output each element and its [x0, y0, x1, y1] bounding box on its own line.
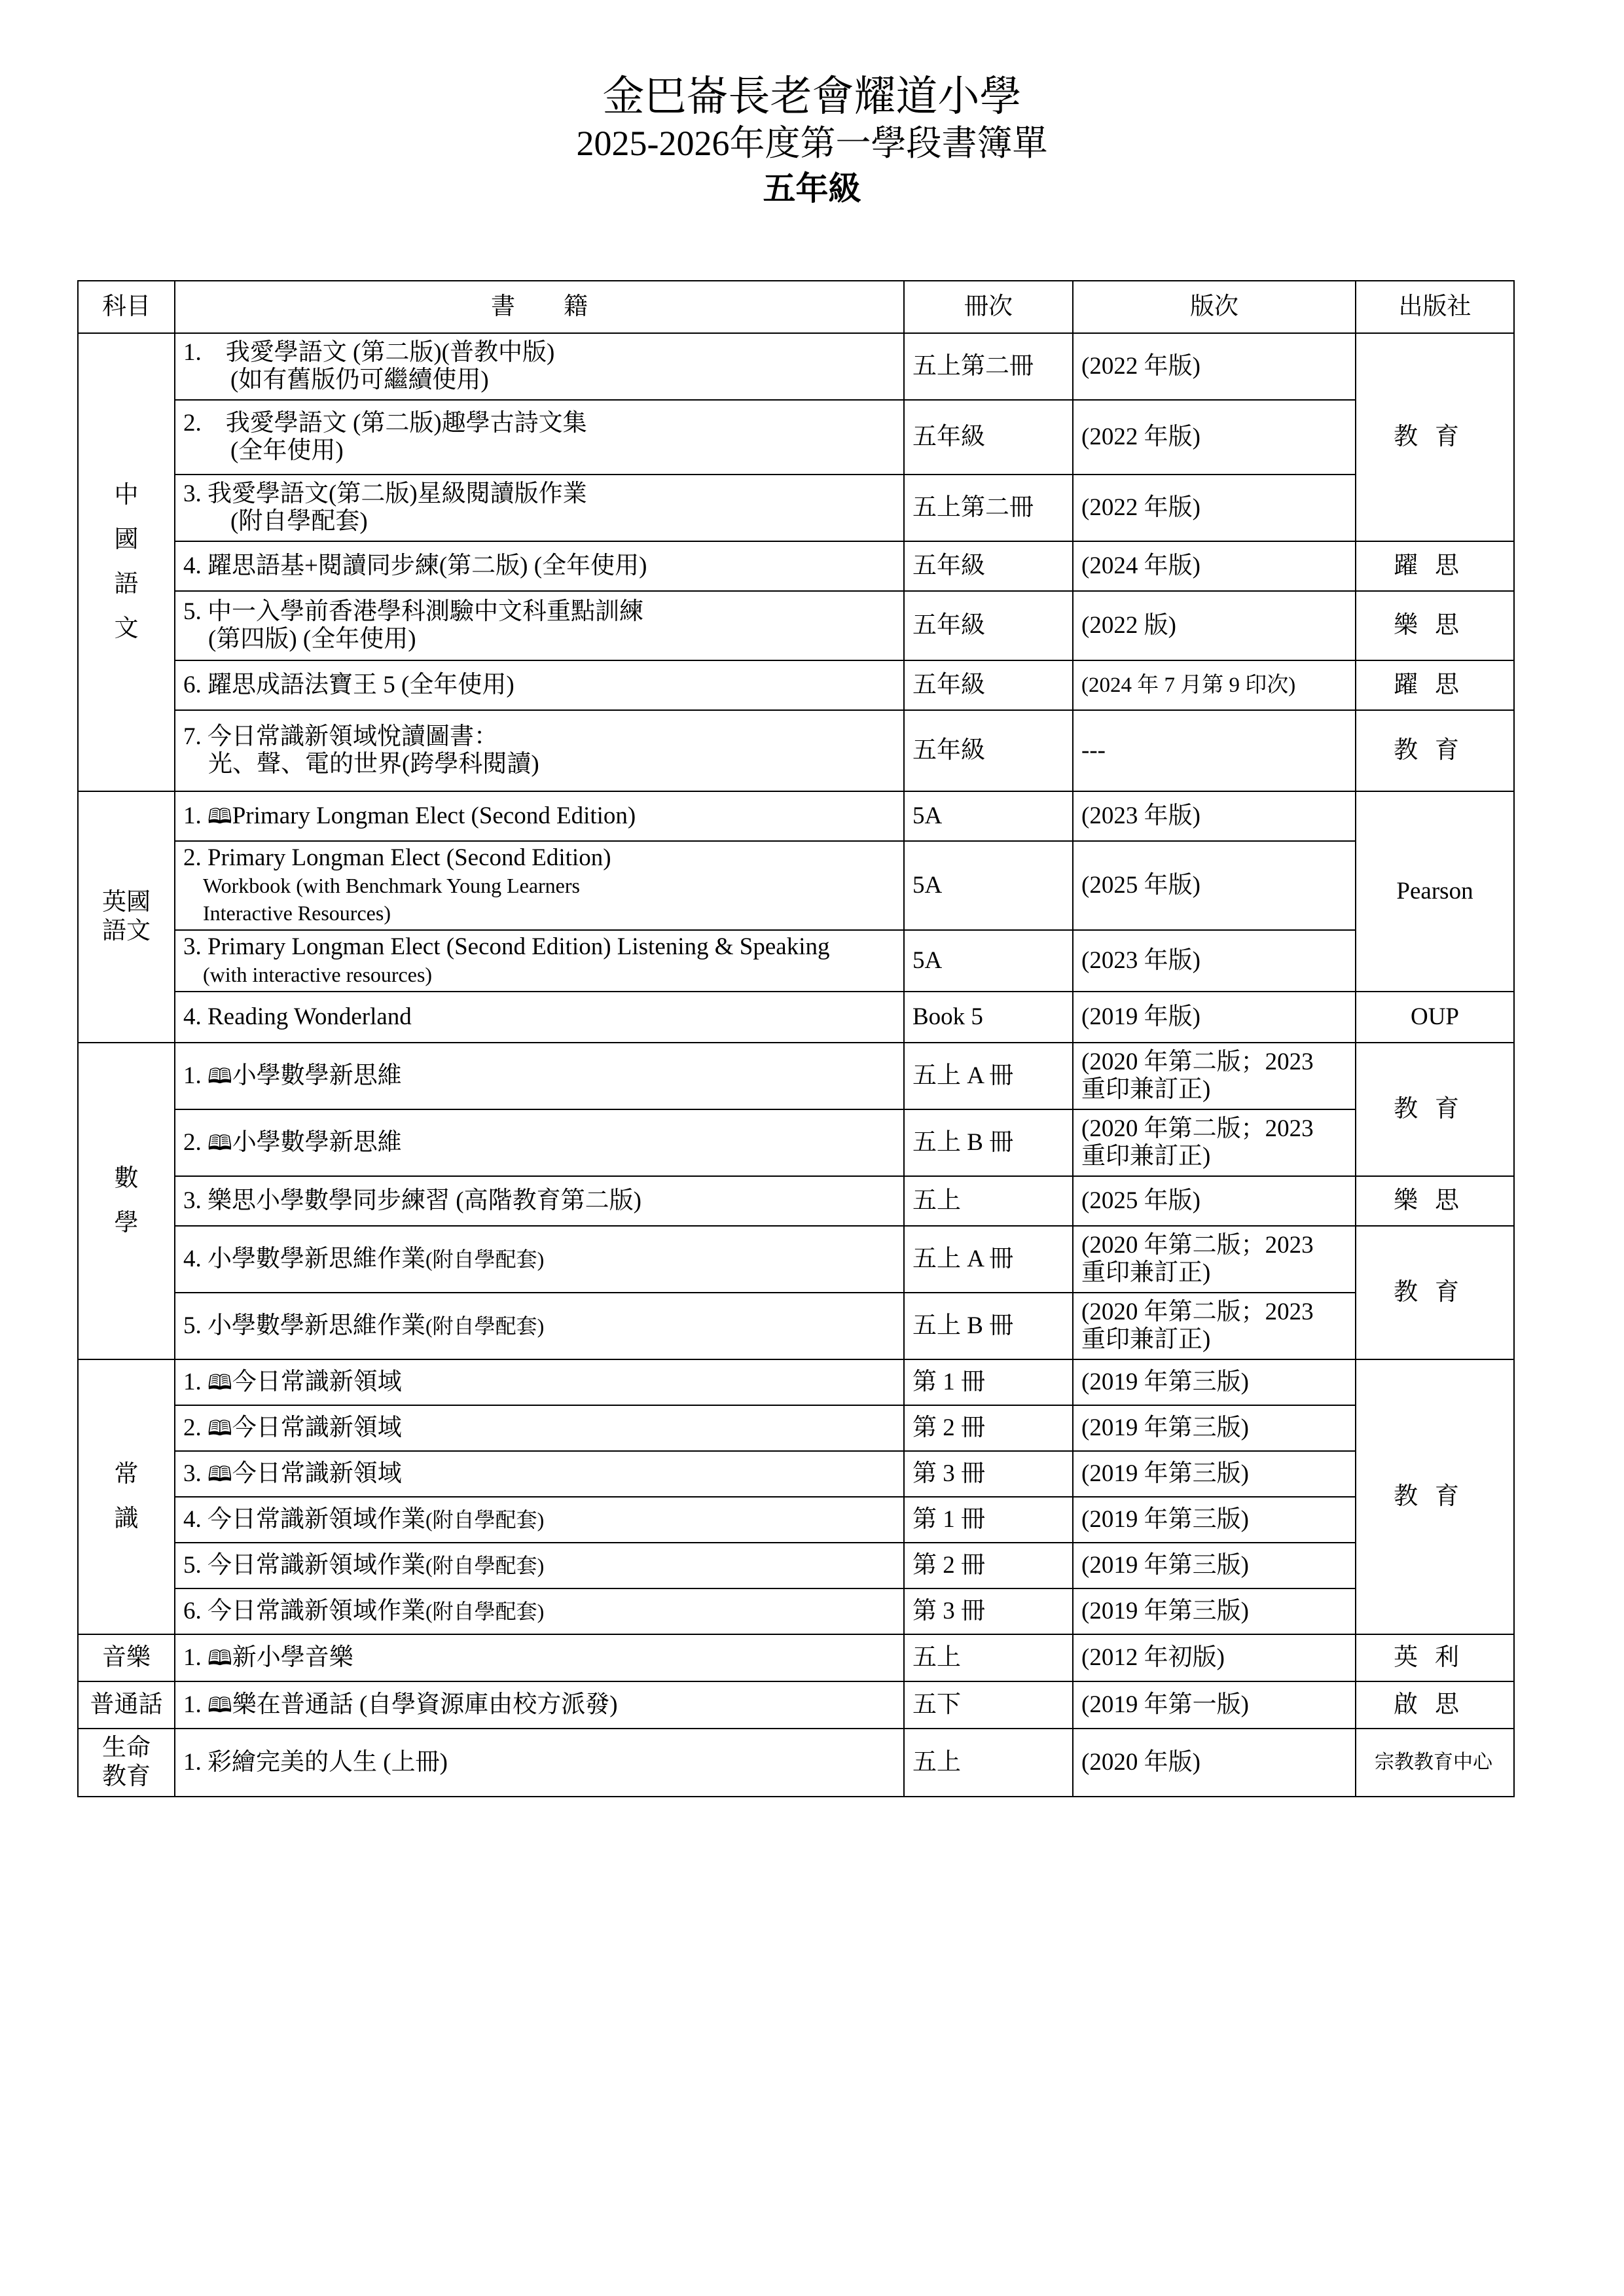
table-row — [78, 841, 1514, 930]
table-row — [78, 1588, 1514, 1634]
book-title: 5. 中一入學前香港學科測驗中文科重點訓練 (第四版) (全年使用) — [175, 591, 904, 660]
book-title: 7. 今日常識新領域悅讀圖書： 光、聲、電的世界(跨學科閱讀) — [175, 710, 904, 791]
table-row — [78, 1109, 1514, 1176]
volume: 五上 — [904, 1176, 1073, 1226]
edition: (2020 年第二版；2023 重印兼訂正) — [1073, 1226, 1356, 1293]
table-row — [78, 1451, 1514, 1497]
col-publisher: 出版社 — [1356, 281, 1514, 333]
edition: (2019 年第三版) — [1073, 1451, 1356, 1497]
table-row — [78, 1729, 1514, 1797]
book-title: 2. 🕮今日常識新領域 — [175, 1405, 904, 1451]
school-name: 金巴崙長老會耀道小學 — [602, 73, 1022, 121]
book-title: 3. 我愛學語文(第二版)星級閱讀版作業 (附自學配套) — [175, 475, 904, 541]
col-subject: 科目 — [78, 281, 175, 333]
volume: 五上 — [904, 1634, 1073, 1681]
book-title: 2. 我愛學語文 (第二版)趣學古詩文集 (全年使用) — [175, 400, 904, 475]
publisher: OUP — [1356, 992, 1514, 1043]
open-book-icon: 🕮 — [208, 1416, 232, 1441]
publisher: 教育 — [1356, 1226, 1514, 1359]
table-row — [78, 660, 1514, 710]
edition: (2019 年第一版) — [1073, 1681, 1356, 1729]
subject-chinese: 中國語文 — [78, 333, 175, 791]
book-title: 5. 今日常識新領域作業(附自學配套) — [175, 1543, 904, 1588]
subject-music: 音樂 — [78, 1634, 175, 1681]
publisher: 教育 — [1356, 710, 1514, 791]
book-title: 3. 樂思小學數學同步練習 (高階教育第二版) — [175, 1176, 904, 1226]
table-row — [78, 1293, 1514, 1359]
edition: (2024 年版) — [1073, 541, 1356, 591]
volume: 五年級 — [904, 591, 1073, 660]
edition: (2022 年版) — [1073, 400, 1356, 475]
publisher: 躍思 — [1356, 541, 1514, 591]
edition: (2019 年版) — [1073, 992, 1356, 1043]
publisher: 樂思 — [1356, 591, 1514, 660]
subject-gs: 常識 — [78, 1359, 175, 1634]
book-title: 6. 今日常識新領域作業(附自學配套) — [175, 1588, 904, 1634]
volume: 第 3 冊 — [904, 1588, 1073, 1634]
edition: (2019 年第三版) — [1073, 1359, 1356, 1405]
book-title: 4. Reading Wonderland — [175, 992, 904, 1043]
book-title: 6. 躍思成語法寶王 5 (全年使用) — [175, 660, 904, 710]
volume: 第 2 冊 — [904, 1543, 1073, 1588]
table-row — [78, 1226, 1514, 1293]
edition: (2025 年版) — [1073, 841, 1356, 930]
volume: 第 2 冊 — [904, 1405, 1073, 1451]
open-book-icon: 🕮 — [208, 1064, 232, 1088]
col-edition: 版次 — [1073, 281, 1356, 333]
edition: (2020 年第二版；2023 重印兼訂正) — [1073, 1043, 1356, 1109]
publisher: 樂思 — [1356, 1176, 1514, 1226]
volume: 五上 A 冊 — [904, 1226, 1073, 1293]
publisher: 啟思 — [1356, 1681, 1514, 1729]
term-title: 2025-2026年度第一學段書簿單 — [576, 124, 1048, 163]
edition: (2019 年第三版) — [1073, 1497, 1356, 1543]
volume: 五年級 — [904, 660, 1073, 710]
edition: (2022 年版) — [1073, 333, 1356, 400]
open-book-icon: 🕮 — [208, 1462, 232, 1486]
book-title: 4. 今日常識新領域作業(附自學配套) — [175, 1497, 904, 1543]
publisher: 教育 — [1356, 333, 1514, 541]
volume: 五年級 — [904, 710, 1073, 791]
edition: (2019 年第三版) — [1073, 1588, 1356, 1634]
edition: (2022 版) — [1073, 591, 1356, 660]
volume: 5A — [904, 930, 1073, 992]
book-title: 1. 🕮今日常識新領域 — [175, 1359, 904, 1405]
book-title: 1. 我愛學語文 (第二版)(普教中版) (如有舊版仍可繼續使用) — [175, 333, 904, 400]
publisher: Pearson — [1356, 791, 1514, 992]
page-header — [0, 72, 1624, 209]
table-row — [78, 1359, 1514, 1405]
table-row — [78, 1681, 1514, 1729]
volume: 五上第二冊 — [904, 475, 1073, 541]
table-row — [78, 930, 1514, 992]
table-row — [78, 1634, 1514, 1681]
edition: (2019 年第三版) — [1073, 1405, 1356, 1451]
publisher: 教育 — [1356, 1359, 1514, 1634]
book-list-table — [77, 280, 1515, 1797]
edition: (2012 年初版) — [1073, 1634, 1356, 1681]
table-row — [78, 710, 1514, 791]
volume: 五上 B 冊 — [904, 1293, 1073, 1359]
edition: (2020 年版) — [1073, 1729, 1356, 1797]
volume: 五上 A 冊 — [904, 1043, 1073, 1109]
book-title: 4. 躍思語基+閱讀同步練(第二版) (全年使用) — [175, 541, 904, 591]
publisher: 躍思 — [1356, 660, 1514, 710]
table-row — [78, 541, 1514, 591]
subject-life-education: 生命教育 — [78, 1729, 175, 1797]
book-title: 1. 🕮小學數學新思維 — [175, 1043, 904, 1109]
edition: (2019 年第三版) — [1073, 1543, 1356, 1588]
edition: (2024 年 7 月第 9 印次) — [1073, 660, 1356, 710]
open-book-icon: 🕮 — [208, 1130, 232, 1155]
table-row — [78, 1176, 1514, 1226]
table-row — [78, 475, 1514, 541]
volume: 五上第二冊 — [904, 333, 1073, 400]
volume: 五下 — [904, 1681, 1073, 1729]
edition: (2022 年版) — [1073, 475, 1356, 541]
volume: 五上 — [904, 1729, 1073, 1797]
table-header-row — [78, 281, 1514, 333]
book-title: 1. 彩繪完美的人生 (上冊) — [175, 1729, 904, 1797]
table-row — [78, 791, 1514, 841]
book-title: 1. 🕮新小學音樂 — [175, 1634, 904, 1681]
volume: 5A — [904, 791, 1073, 841]
table-row — [78, 591, 1514, 660]
publisher: 教育 — [1356, 1043, 1514, 1176]
volume: 第 1 冊 — [904, 1359, 1073, 1405]
edition: (2020 年第二版；2023 重印兼訂正) — [1073, 1293, 1356, 1359]
table-row — [78, 1405, 1514, 1451]
subject-english: 英國語文 — [78, 791, 175, 1043]
volume: 五年級 — [904, 400, 1073, 475]
book-title: 5. 小學數學新思維作業(附自學配套) — [175, 1293, 904, 1359]
table-row — [78, 333, 1514, 400]
volume: 第 3 冊 — [904, 1451, 1073, 1497]
edition: (2023 年版) — [1073, 930, 1356, 992]
subject-putonghua: 普通話 — [78, 1681, 175, 1729]
edition: (2025 年版) — [1073, 1176, 1356, 1226]
book-title: 1. 🕮Primary Longman Elect (Second Edition) — [175, 791, 904, 841]
open-book-icon: 🕮 — [208, 1693, 232, 1717]
book-title: 3. 🕮今日常識新領域 — [175, 1451, 904, 1497]
book-title: 3. Primary Longman Elect (Second Edition) Listening & Speaking (with interactive resources) — [175, 930, 904, 992]
open-book-icon: 🕮 — [208, 1645, 232, 1670]
publisher: 英利 — [1356, 1634, 1514, 1681]
volume: 第 1 冊 — [904, 1497, 1073, 1543]
edition: (2020 年第二版；2023 重印兼訂正) — [1073, 1109, 1356, 1176]
table-row — [78, 1543, 1514, 1588]
book-title: 2. 🕮小學數學新思維 — [175, 1109, 904, 1176]
col-volume: 冊次 — [904, 281, 1073, 333]
volume: 五上 B 冊 — [904, 1109, 1073, 1176]
publisher: 宗教教育中心 — [1356, 1729, 1514, 1797]
col-book: 書 籍 — [175, 281, 904, 333]
open-book-icon: 🕮 — [208, 804, 232, 829]
table-row — [78, 400, 1514, 475]
volume: 五年級 — [904, 541, 1073, 591]
book-title: 2. Primary Longman Elect (Second Edition) Workbook (with Benchmark Young Learners Interactive Resources) — [175, 841, 904, 930]
volume: Book 5 — [904, 992, 1073, 1043]
edition: (2023 年版) — [1073, 791, 1356, 841]
edition: --- — [1073, 710, 1356, 791]
table-row — [78, 1497, 1514, 1543]
open-book-icon: 🕮 — [208, 1370, 232, 1395]
subject-math: 數學 — [78, 1043, 175, 1359]
grade-title: 五年級 — [763, 169, 861, 207]
book-title: 1. 🕮樂在普通話 (自學資源庫由校方派發) — [175, 1681, 904, 1729]
table-row — [78, 1043, 1514, 1109]
volume: 5A — [904, 841, 1073, 930]
book-title: 4. 小學數學新思維作業(附自學配套) — [175, 1226, 904, 1293]
table-row — [78, 992, 1514, 1043]
